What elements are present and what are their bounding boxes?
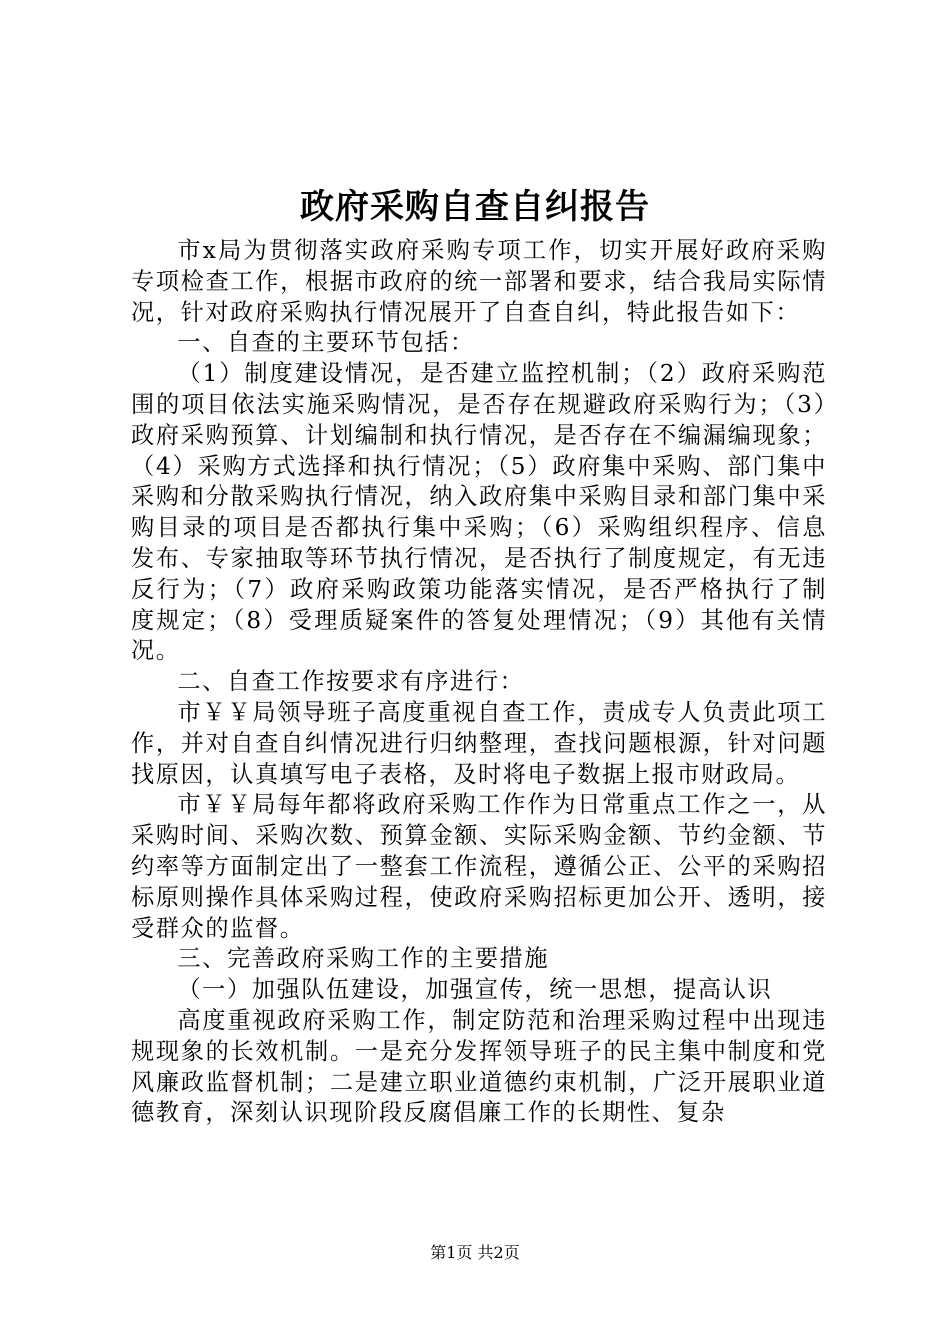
paragraph-workflow: 市￥￥局每年都将政府采购工作作为日常重点工作之一，从采购时间、采购次数、预算金额、实际采购金额、节约金额、节约率等方面制定出了一整套工作流程，遵循公正、公平的采购招标原则操作具体采购过程，使政府采购招标更加公开、透明，接受群众的监督。 (131, 791, 827, 942)
section-heading-1: 一、自查的主要环节包括： (177, 329, 475, 357)
section-heading-2: 二、自查工作按要求有序进行： (177, 668, 525, 696)
paragraph-checklist: （1）制度建设情况，是否建立监控机制；（2）政府采购范围的项目依法实施采购情况，是否存在规避政府采购行为；（3）政府采购预算、计划编制和执行情况，是否存在不编漏编现象；（4）采购方式选择和执行情况；（5）政府集中采购、部门集中采购和分散采购执行情况，纳入政府集中采购目录和部门集中采购目录的项目是否都执行集中采购；（6）采购组织程序、信息发布、专家抽取等环节执行情况，是否执行了制度规定，有无违反行为；（7）政府采购政策功能落实情况，是否严格执行了制度规定；（8）受理质疑案件的答复处理情况；（9）其他有关情况。 (131, 360, 827, 665)
page-footer: 第1页 共2页 (430, 1243, 520, 1262)
subsection-heading-1: （一）加强队伍建设，加强宣传，统一思想，提高认识 (177, 976, 773, 1004)
document-body (131, 236, 827, 1129)
section-heading-3: 三、完善政府采购工作的主要措施 (177, 945, 550, 973)
document-title: 政府采购自查自纠报告 (300, 187, 650, 227)
paragraph-intro: 市x局为贯彻落实政府采购专项工作，切实开展好政府采购专项检查工作，根据市政府的统一部署和要求，结合我局实际情况，针对政府采购执行情况展开了自查自纠，特此报告如下： (131, 237, 827, 326)
paragraph-leadership: 市￥￥局领导班子高度重视自查工作，责成专人负责此项工作，并对自查自纠情况进行归纳整理，查找问题根源，针对问题找原因，认真填写电子表格，及时将电子数据上报市财政局。 (131, 698, 827, 788)
paragraph-measures: 高度重视政府采购工作，制定防范和治理采购过程中出现违规现象的长效机制。一是充分发挥领导班子的民主集中制度和党风廉政监督机制；二是建立职业道德约束机制，广泛开展职业道德教育，深刻认识现阶段反腐倡廉工作的长期性、复杂 (131, 1006, 827, 1127)
